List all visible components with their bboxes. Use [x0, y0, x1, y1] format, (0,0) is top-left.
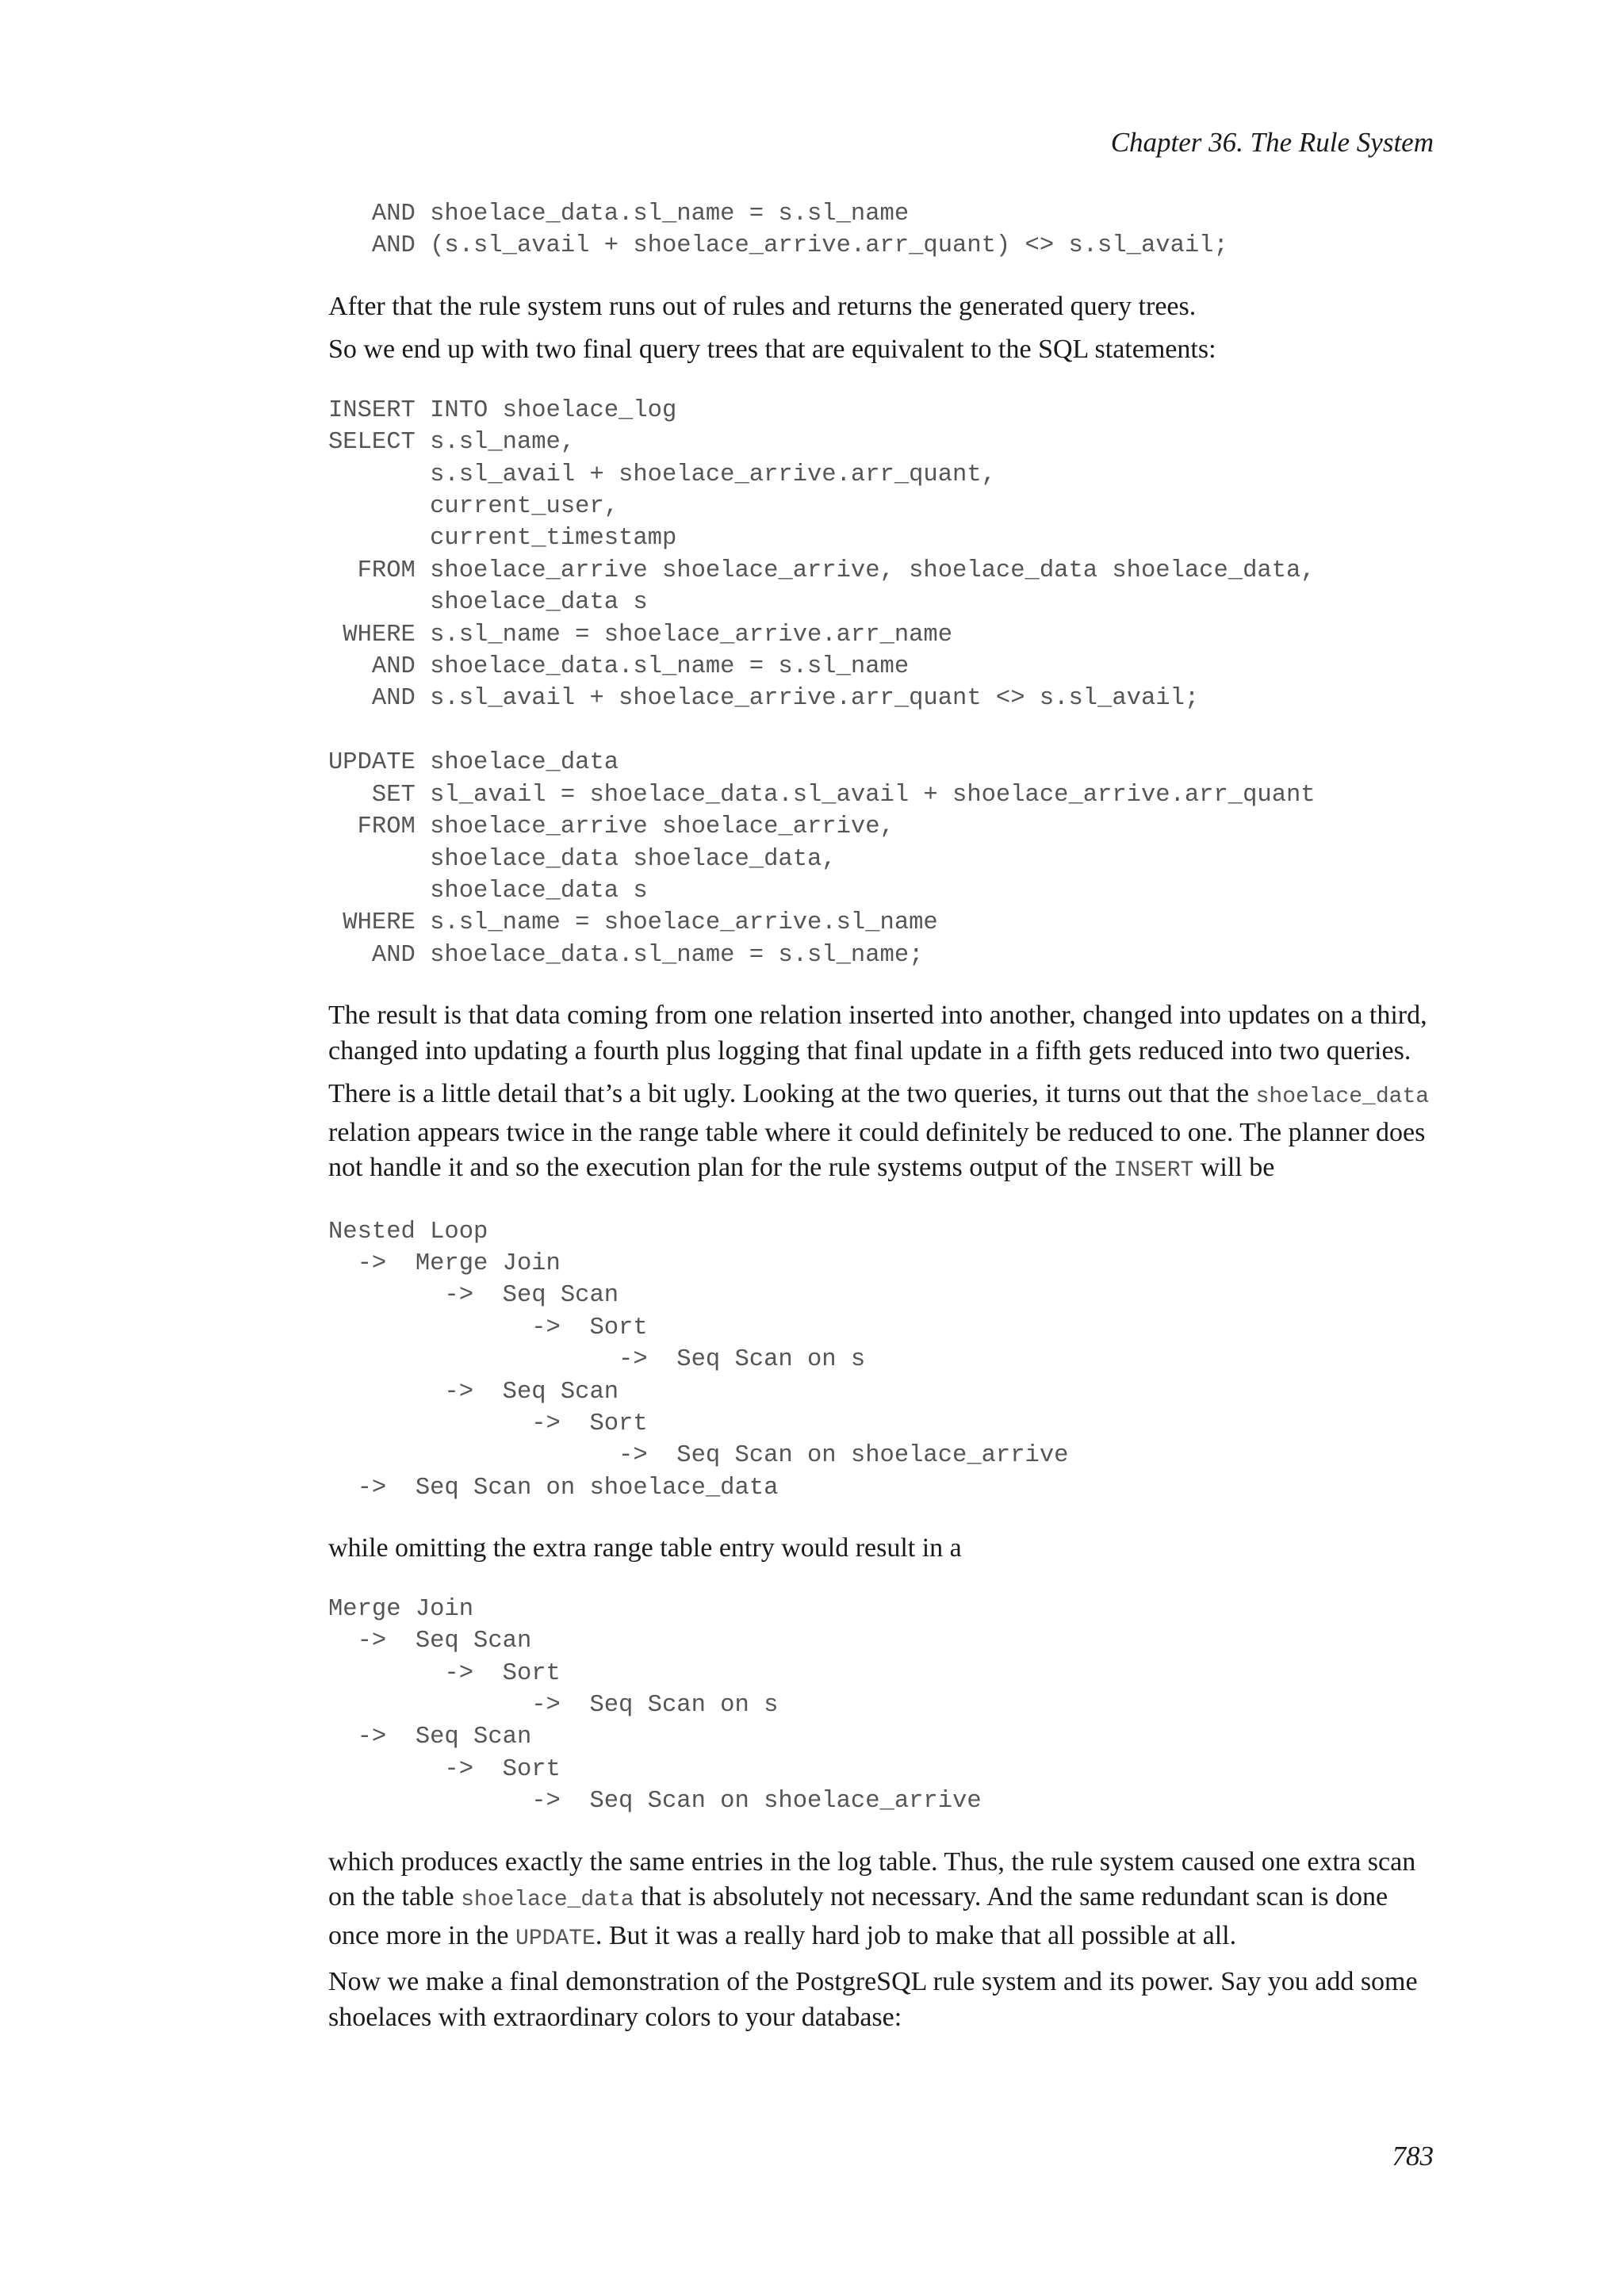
inline-code-update: UPDATE [515, 1926, 596, 1951]
text-span: will be [1193, 1153, 1275, 1183]
inline-code-shoelace-data: shoelace_data [461, 1888, 634, 1913]
text-span: There is a little detail that’s a bit ugly. Looking at the two queries, it turns out that the [328, 1079, 1256, 1109]
code-block-nested-loop-plan: Nested Loop -> Merge Join -> Seq Scan -> Sort -> Seq Scan on s -> Seq Scan -> Sort -> Seq Scan on shoelace_arrive -> Seq Scan on shoelace_data [328, 1218, 1069, 1502]
text-span: . But it was a really hard job to make that all possible at all. [595, 1920, 1237, 1950]
paragraph-final-trees: So we end up with two final query trees that are equivalent to the SQL statements: [328, 335, 1216, 365]
code-block-merge-join-plan: Merge Join -> Seq Scan -> Sort -> Seq Scan on s -> Seq Scan -> Sort -> Seq Scan on shoelace_arrive [328, 1595, 982, 1816]
page-content [328, 198, 1434, 2035]
paragraph-final-demonstration: Now we make a final demonstration of the PostgreSQL rule system and its power. Say you add some shoelaces with extraordinary colors to your database: [328, 1967, 1418, 2032]
inline-code-shoelace-data: shoelace_data [1255, 1085, 1430, 1110]
text-span: that is absolutely not necessary. And the same redundant scan is done once more in the [328, 1882, 1388, 1950]
paragraph-omitting-entry: while omitting the extra range table entry would result in a [328, 1533, 962, 1563]
text-span: which produces exactly the same entries in the log table. Thus, the rule system caused one extra scan on the table [328, 1846, 1416, 1912]
paragraph-result: The result is that data coming from one relation inserted into another, changed into updates on a third, changed into updating a fourth plus logging that final update in a fifth gets reduced into two queries. [328, 1001, 1427, 1066]
page-number: 783 [1392, 2141, 1434, 2172]
code-block-final-sql: INSERT INTO shoelace_log SELECT s.sl_name, s.sl_avail + shoelace_arrive.arr_quant, current_user, current_timestamp FROM shoelace_arrive shoelace_arrive, shoelace_data shoelace_data, shoelace_data s WHERE s.sl_name = shoelace_arrive.arr_name AND shoelace_data.sl_name = s.sl_name AND s.sl_avail + shoelace_arrive.arr_quant <> s.sl_avail; UPDATE shoelace_data SET sl_avail = shoelace_data.sl_avail + shoelace_arrive.arr_quant FROM shoelace_arrive shoelace_arrive, shoelace_data shoelace_data, shoelace_data s WHERE s.sl_name = shoelace_arrive.sl_name AND shoelace_data.sl_name = s.sl_name; [328, 396, 1316, 969]
inline-code-insert: INSERT [1113, 1158, 1194, 1184]
paragraph-same-entries [328, 1845, 1434, 1957]
code-block-conditions: AND shoelace_data.sl_name = s.sl_name AND (s.sl_avail + shoelace_arrive.arr_quant) <> s.sl_avail; [371, 201, 1228, 260]
text-span: relation appears twice in the range table where it could definitely be reduced to one. The planner does not handle it and so the execution plan for the rule systems output of the [328, 1117, 1426, 1183]
paragraph-rules-exhausted: After that the rule system runs out of rules and returns the generated query trees. [328, 291, 1197, 321]
running-header: Chapter 36. The Rule System [1110, 127, 1434, 158]
paragraph-ugly-detail [328, 1077, 1434, 1189]
